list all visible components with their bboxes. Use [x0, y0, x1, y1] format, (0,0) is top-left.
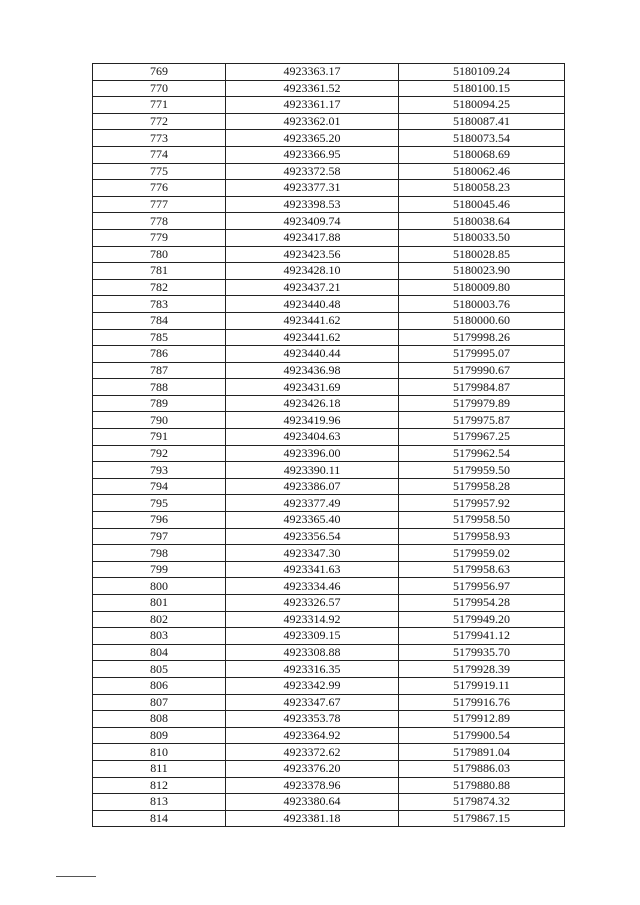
x-coordinate-cell: 4923347.30: [226, 545, 399, 562]
point-number-cell: 810: [93, 744, 226, 761]
point-number-cell: 783: [93, 296, 226, 313]
x-coordinate-cell: 4923377.49: [226, 495, 399, 512]
y-coordinate-cell: 5180038.64: [399, 213, 565, 230]
x-coordinate-cell: 4923404.63: [226, 429, 399, 446]
point-number-cell: 779: [93, 229, 226, 246]
x-coordinate-cell: 4923381.18: [226, 810, 399, 827]
point-number-cell: 788: [93, 379, 226, 396]
y-coordinate-cell: 5180087.41: [399, 113, 565, 130]
point-number-cell: 789: [93, 395, 226, 412]
x-coordinate-cell: 4923380.64: [226, 794, 399, 811]
y-coordinate-cell: 5179886.03: [399, 760, 565, 777]
x-coordinate-cell: 4923364.92: [226, 727, 399, 744]
table-row: [93, 163, 565, 180]
point-number-cell: 808: [93, 711, 226, 728]
table-row: [93, 711, 565, 728]
y-coordinate-cell: 5180062.46: [399, 163, 565, 180]
table-row: [93, 146, 565, 163]
point-number-cell: 806: [93, 677, 226, 694]
x-coordinate-cell: 4923361.52: [226, 80, 399, 97]
y-coordinate-cell: 5179958.93: [399, 528, 565, 545]
x-coordinate-cell: 4923356.54: [226, 528, 399, 545]
y-coordinate-cell: 5180068.69: [399, 146, 565, 163]
y-coordinate-cell: 5179959.50: [399, 462, 565, 479]
x-coordinate-cell: 4923440.48: [226, 296, 399, 313]
point-number-cell: 773: [93, 130, 226, 147]
point-number-cell: 780: [93, 246, 226, 263]
y-coordinate-cell: 5180000.60: [399, 312, 565, 329]
x-coordinate-cell: 4923372.62: [226, 744, 399, 761]
point-number-cell: 794: [93, 478, 226, 495]
table-row: [93, 445, 565, 462]
point-number-cell: 802: [93, 611, 226, 628]
y-coordinate-cell: 5179998.26: [399, 329, 565, 346]
y-coordinate-cell: 5179956.97: [399, 578, 565, 595]
point-number-cell: 781: [93, 263, 226, 280]
table-row: [93, 478, 565, 495]
y-coordinate-cell: 5179874.32: [399, 794, 565, 811]
y-coordinate-cell: 5179867.15: [399, 810, 565, 827]
point-number-cell: 774: [93, 146, 226, 163]
table-row: [93, 512, 565, 529]
y-coordinate-cell: 5179975.87: [399, 412, 565, 429]
y-coordinate-cell: 5179984.87: [399, 379, 565, 396]
table-row: [93, 628, 565, 645]
point-number-cell: 771: [93, 97, 226, 114]
x-coordinate-cell: 4923314.92: [226, 611, 399, 628]
table-row: [93, 346, 565, 363]
point-number-cell: 785: [93, 329, 226, 346]
x-coordinate-cell: 4923377.31: [226, 180, 399, 197]
y-coordinate-cell: 5180003.76: [399, 296, 565, 313]
table-row: [93, 429, 565, 446]
x-coordinate-cell: 4923347.67: [226, 694, 399, 711]
y-coordinate-cell: 5179919.11: [399, 677, 565, 694]
table-row: [93, 362, 565, 379]
x-coordinate-cell: 4923409.74: [226, 213, 399, 230]
point-number-cell: 812: [93, 777, 226, 794]
table-row: [93, 528, 565, 545]
table-row: [93, 412, 565, 429]
x-coordinate-cell: 4923309.15: [226, 628, 399, 645]
table-row: [93, 462, 565, 479]
x-coordinate-cell: 4923419.96: [226, 412, 399, 429]
y-coordinate-cell: 5180094.25: [399, 97, 565, 114]
x-coordinate-cell: 4923441.62: [226, 312, 399, 329]
point-number-cell: 772: [93, 113, 226, 130]
y-coordinate-cell: 5180028.85: [399, 246, 565, 263]
point-number-cell: 776: [93, 180, 226, 197]
table-row: [93, 677, 565, 694]
table-row: [93, 545, 565, 562]
x-coordinate-cell: 4923326.57: [226, 595, 399, 612]
y-coordinate-cell: 5179880.88: [399, 777, 565, 794]
table-row: [93, 379, 565, 396]
table-row: [93, 810, 565, 827]
point-number-cell: 805: [93, 661, 226, 678]
x-coordinate-cell: 4923436.98: [226, 362, 399, 379]
point-number-cell: 777: [93, 196, 226, 213]
y-coordinate-cell: 5179912.89: [399, 711, 565, 728]
y-coordinate-cell: 5179954.28: [399, 595, 565, 612]
x-coordinate-cell: 4923308.88: [226, 644, 399, 661]
table-row: [93, 661, 565, 678]
y-coordinate-cell: 5180109.24: [399, 64, 565, 81]
table-row: [93, 760, 565, 777]
table-row: [93, 229, 565, 246]
x-coordinate-cell: 4923431.69: [226, 379, 399, 396]
table-row: [93, 80, 565, 97]
point-number-cell: 795: [93, 495, 226, 512]
table-row: [93, 561, 565, 578]
x-coordinate-cell: 4923316.35: [226, 661, 399, 678]
x-coordinate-cell: 4923423.56: [226, 246, 399, 263]
point-number-cell: 790: [93, 412, 226, 429]
coordinates-table-body: [93, 64, 565, 827]
table-row: [93, 329, 565, 346]
x-coordinate-cell: 4923386.07: [226, 478, 399, 495]
y-coordinate-cell: 5180033.50: [399, 229, 565, 246]
x-coordinate-cell: 4923376.20: [226, 760, 399, 777]
table-row: [93, 595, 565, 612]
x-coordinate-cell: 4923362.01: [226, 113, 399, 130]
table-row: [93, 644, 565, 661]
table-row: [93, 130, 565, 147]
table-row: [93, 246, 565, 263]
point-number-cell: 769: [93, 64, 226, 81]
point-number-cell: 814: [93, 810, 226, 827]
point-number-cell: 804: [93, 644, 226, 661]
x-coordinate-cell: 4923372.58: [226, 163, 399, 180]
table-row: [93, 263, 565, 280]
y-coordinate-cell: 5179958.63: [399, 561, 565, 578]
y-coordinate-cell: 5179916.76: [399, 694, 565, 711]
point-number-cell: 784: [93, 312, 226, 329]
table-row: [93, 694, 565, 711]
x-coordinate-cell: 4923363.17: [226, 64, 399, 81]
x-coordinate-cell: 4923428.10: [226, 263, 399, 280]
table-row: [93, 794, 565, 811]
table-row: [93, 279, 565, 296]
y-coordinate-cell: 5179957.92: [399, 495, 565, 512]
x-coordinate-cell: 4923440.44: [226, 346, 399, 363]
table-row: [93, 97, 565, 114]
point-number-cell: 793: [93, 462, 226, 479]
x-coordinate-cell: 4923426.18: [226, 395, 399, 412]
point-number-cell: 801: [93, 595, 226, 612]
y-coordinate-cell: 5179891.04: [399, 744, 565, 761]
x-coordinate-cell: 4923441.62: [226, 329, 399, 346]
point-number-cell: 782: [93, 279, 226, 296]
x-coordinate-cell: 4923417.88: [226, 229, 399, 246]
table-row: [93, 180, 565, 197]
table-row: [93, 578, 565, 595]
y-coordinate-cell: 5179928.39: [399, 661, 565, 678]
point-number-cell: 799: [93, 561, 226, 578]
table-row: [93, 213, 565, 230]
point-number-cell: 786: [93, 346, 226, 363]
x-coordinate-cell: 4923334.46: [226, 578, 399, 595]
table-row: [93, 113, 565, 130]
table-row: [93, 312, 565, 329]
point-number-cell: 787: [93, 362, 226, 379]
footnote-separator: [56, 876, 96, 877]
coordinates-table: [92, 63, 565, 827]
y-coordinate-cell: 5179967.25: [399, 429, 565, 446]
y-coordinate-cell: 5180023.90: [399, 263, 565, 280]
table-row: [93, 744, 565, 761]
y-coordinate-cell: 5179990.67: [399, 362, 565, 379]
point-number-cell: 800: [93, 578, 226, 595]
x-coordinate-cell: 4923365.20: [226, 130, 399, 147]
y-coordinate-cell: 5179995.07: [399, 346, 565, 363]
table-row: [93, 64, 565, 81]
point-number-cell: 791: [93, 429, 226, 446]
point-number-cell: 792: [93, 445, 226, 462]
x-coordinate-cell: 4923378.96: [226, 777, 399, 794]
x-coordinate-cell: 4923361.17: [226, 97, 399, 114]
y-coordinate-cell: 5179958.28: [399, 478, 565, 495]
point-number-cell: 809: [93, 727, 226, 744]
point-number-cell: 778: [93, 213, 226, 230]
y-coordinate-cell: 5180058.23: [399, 180, 565, 197]
y-coordinate-cell: 5179979.89: [399, 395, 565, 412]
y-coordinate-cell: 5179958.50: [399, 512, 565, 529]
point-number-cell: 798: [93, 545, 226, 562]
x-coordinate-cell: 4923437.21: [226, 279, 399, 296]
y-coordinate-cell: 5179941.12: [399, 628, 565, 645]
x-coordinate-cell: 4923398.53: [226, 196, 399, 213]
table-row: [93, 196, 565, 213]
y-coordinate-cell: 5180073.54: [399, 130, 565, 147]
x-coordinate-cell: 4923353.78: [226, 711, 399, 728]
point-number-cell: 807: [93, 694, 226, 711]
x-coordinate-cell: 4923366.95: [226, 146, 399, 163]
point-number-cell: 770: [93, 80, 226, 97]
point-number-cell: 813: [93, 794, 226, 811]
x-coordinate-cell: 4923341.63: [226, 561, 399, 578]
table-row: [93, 395, 565, 412]
table-row: [93, 296, 565, 313]
x-coordinate-cell: 4923390.11: [226, 462, 399, 479]
y-coordinate-cell: 5180100.15: [399, 80, 565, 97]
y-coordinate-cell: 5180009.80: [399, 279, 565, 296]
point-number-cell: 811: [93, 760, 226, 777]
point-number-cell: 775: [93, 163, 226, 180]
y-coordinate-cell: 5179959.02: [399, 545, 565, 562]
table-row: [93, 777, 565, 794]
x-coordinate-cell: 4923396.00: [226, 445, 399, 462]
table-row: [93, 727, 565, 744]
y-coordinate-cell: 5179949.20: [399, 611, 565, 628]
table-row: [93, 495, 565, 512]
point-number-cell: 803: [93, 628, 226, 645]
x-coordinate-cell: 4923342.99: [226, 677, 399, 694]
point-number-cell: 797: [93, 528, 226, 545]
y-coordinate-cell: 5180045.46: [399, 196, 565, 213]
x-coordinate-cell: 4923365.40: [226, 512, 399, 529]
point-number-cell: 796: [93, 512, 226, 529]
y-coordinate-cell: 5179900.54: [399, 727, 565, 744]
table-row: [93, 611, 565, 628]
y-coordinate-cell: 5179935.70: [399, 644, 565, 661]
y-coordinate-cell: 5179962.54: [399, 445, 565, 462]
